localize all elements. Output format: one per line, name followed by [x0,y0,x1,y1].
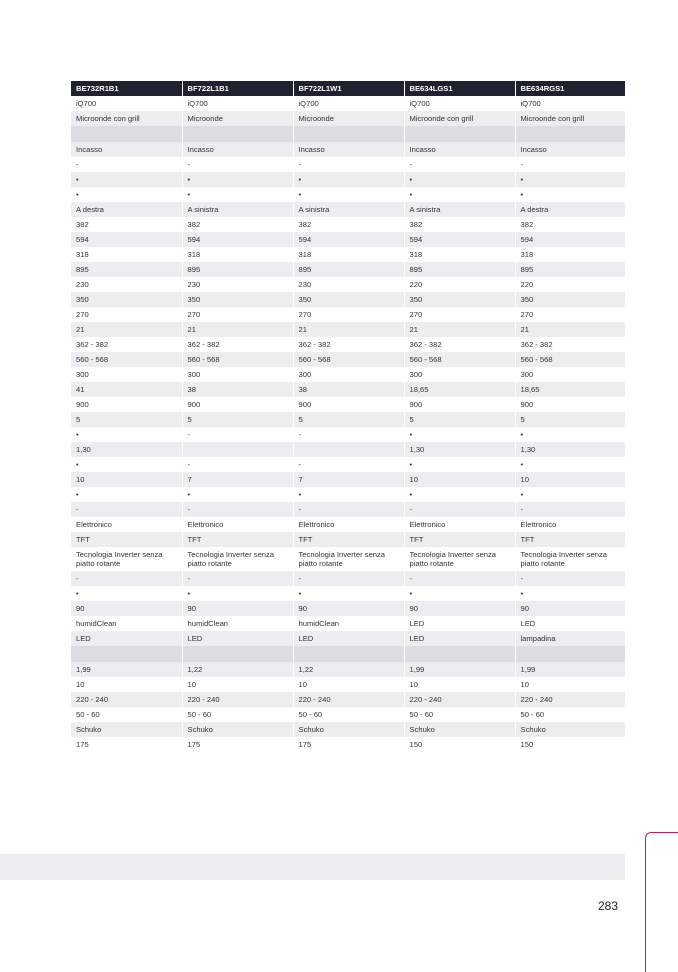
table-cell: TFT [293,532,404,547]
table-cell: 41 [71,382,182,397]
table-cell: 5 [515,412,625,427]
table-cell: 5 [404,412,515,427]
table-cell: - [515,157,625,172]
table-cell: 300 [404,367,515,382]
table-cell: 230 [182,277,293,292]
table-cell: 230 [71,277,182,292]
table-cell: • [404,487,515,502]
table-cell: • [293,586,404,601]
table-cell: 900 [515,397,625,412]
table-cell: Incasso [182,142,293,157]
table-cell: Microonde con grill [71,111,182,126]
table-cell: A sinistra [182,202,293,217]
table-cell: Incasso [71,142,182,157]
table-cell [293,646,404,662]
table-row [71,397,625,412]
table-row [71,707,625,722]
table-cell: humidClean [293,616,404,631]
model-header: BE634LGS1 [404,81,515,96]
table-cell [515,126,625,142]
table-cell: 318 [404,247,515,262]
table-cell: 560 - 568 [293,352,404,367]
table-cell: 21 [404,322,515,337]
table-cell: • [293,172,404,187]
table-cell: • [404,457,515,472]
table-cell: 38 [293,382,404,397]
table-cell: 10 [293,677,404,692]
table-cell: 300 [293,367,404,382]
table-cell: • [404,427,515,442]
model-header: BF722L1W1 [293,81,404,96]
table-cell: 270 [404,307,515,322]
table-cell: 382 [293,217,404,232]
table-cell: 5 [293,412,404,427]
table-cell: • [515,457,625,472]
table-cell: LED [293,631,404,646]
section-divider-row [71,646,625,662]
table-cell: humidClean [182,616,293,631]
table-cell: - [293,157,404,172]
spec-table [71,81,625,752]
table-row [71,616,625,631]
table-row [71,352,625,367]
table-cell: lampadina [515,631,625,646]
table-cell: 594 [182,232,293,247]
table-cell: • [71,187,182,202]
table-cell: 362 - 382 [182,337,293,352]
table-row [71,547,625,571]
table-cell [182,646,293,662]
table-cell: 350 [182,292,293,307]
table-cell: 382 [404,217,515,232]
table-cell: • [515,586,625,601]
table-cell: • [182,586,293,601]
table-cell: 10 [71,472,182,487]
table-cell [404,646,515,662]
table-cell: Microonde con grill [404,111,515,126]
table-cell: - [71,571,182,586]
table-cell: - [71,502,182,517]
table-cell: LED [404,616,515,631]
table-cell: - [182,157,293,172]
table-cell [515,646,625,662]
table-cell: Elettronico [515,517,625,532]
table-row [71,472,625,487]
table-cell: 300 [182,367,293,382]
table-cell: Microonde [182,111,293,126]
table-cell: - [293,457,404,472]
table-cell: 5 [71,412,182,427]
table-cell: Microonde [293,111,404,126]
table-cell: 900 [71,397,182,412]
table-cell: - [515,571,625,586]
table-cell: TFT [515,532,625,547]
table-row [71,307,625,322]
table-cell: • [293,187,404,202]
table-row [71,517,625,532]
table-cell: 895 [404,262,515,277]
footer-band [0,854,625,880]
table-row [71,601,625,616]
table-cell: 90 [293,601,404,616]
table-row [71,247,625,262]
table-cell: 895 [71,262,182,277]
table-cell: - [293,427,404,442]
table-cell: • [71,172,182,187]
model-header: BE634RGS1 [515,81,625,96]
table-cell: 21 [71,322,182,337]
table-cell [293,442,404,457]
table-cell: 895 [182,262,293,277]
table-cell: - [71,157,182,172]
table-cell: 50 - 60 [404,707,515,722]
table-cell: LED [71,631,182,646]
table-row [71,457,625,472]
table-cell: 175 [71,737,182,752]
table-cell: 50 - 60 [182,707,293,722]
table-cell: iQ700 [71,96,182,111]
table-row [71,487,625,502]
table-cell: 1,22 [182,662,293,677]
table-cell: • [404,586,515,601]
table-cell: 220 - 240 [71,692,182,707]
table-cell: 175 [182,737,293,752]
table-cell: LED [182,631,293,646]
table-cell: Incasso [404,142,515,157]
table-cell: 594 [71,232,182,247]
table-cell: Schuko [71,722,182,737]
table-cell: • [515,487,625,502]
table-cell: TFT [182,532,293,547]
table-cell: • [404,187,515,202]
table-cell: • [404,172,515,187]
table-cell: 220 - 240 [515,692,625,707]
table-row [71,202,625,217]
table-cell: A destra [515,202,625,217]
table-row [71,382,625,397]
table-cell: - [182,457,293,472]
table-cell: Elettronico [71,517,182,532]
table-cell: • [515,187,625,202]
table-cell [182,442,293,457]
table-cell: 150 [515,737,625,752]
model-header: BF722L1B1 [182,81,293,96]
table-cell: 90 [515,601,625,616]
table-row [71,232,625,247]
table-cell: TFT [404,532,515,547]
table-cell: - [404,502,515,517]
table-cell: 1,30 [515,442,625,457]
table-row [71,586,625,601]
table-row [71,157,625,172]
table-cell: - [404,571,515,586]
table-cell: Elettronico [293,517,404,532]
table-cell: 270 [71,307,182,322]
table-cell [293,126,404,142]
table-cell: A sinistra [404,202,515,217]
table-row [71,442,625,457]
table-cell: • [182,187,293,202]
table-cell: • [71,586,182,601]
table-cell: 382 [515,217,625,232]
table-cell: 50 - 60 [515,707,625,722]
table-cell: 18,65 [404,382,515,397]
corner-decoration [645,832,678,972]
table-cell: 350 [404,292,515,307]
table-cell: 220 [404,277,515,292]
table-cell: • [182,172,293,187]
table-cell: 18,65 [515,382,625,397]
table-cell: • [71,427,182,442]
table-cell: 382 [71,217,182,232]
table-row [71,532,625,547]
table-cell: 594 [293,232,404,247]
table-cell: 900 [404,397,515,412]
header-row [71,81,625,96]
table-cell: 362 - 382 [515,337,625,352]
model-header: BE732R1B1 [71,81,182,96]
table-cell: 560 - 568 [515,352,625,367]
table-cell: iQ700 [515,96,625,111]
table-row [71,662,625,677]
table-cell: 270 [515,307,625,322]
table-cell: 560 - 568 [71,352,182,367]
table-cell: 318 [71,247,182,262]
table-row [71,142,625,157]
table-row [71,292,625,307]
table-cell: 900 [182,397,293,412]
table-cell: 300 [71,367,182,382]
table-cell: 270 [293,307,404,322]
table-cell: 220 - 240 [293,692,404,707]
table-cell: - [182,571,293,586]
table-cell: 1,99 [515,662,625,677]
table-cell: 90 [182,601,293,616]
table-row [71,172,625,187]
table-cell: Tecnologia Inverter senza piatto rotante [182,547,293,571]
table-cell: • [182,487,293,502]
table-cell: Schuko [404,722,515,737]
table-cell: Microonde con grill [515,111,625,126]
table-cell: 318 [515,247,625,262]
table-cell: 50 - 60 [71,707,182,722]
table-cell: Tecnologia Inverter senza piatto rotante [404,547,515,571]
table-cell: 362 - 382 [71,337,182,352]
table-cell: 90 [71,601,182,616]
table-cell: 230 [293,277,404,292]
table-cell: 90 [404,601,515,616]
table-row [71,187,625,202]
table-cell: A destra [71,202,182,217]
table-cell: Tecnologia Inverter senza piatto rotante [293,547,404,571]
table-cell: humidClean [71,616,182,631]
table-cell: 10 [515,677,625,692]
table-cell [71,126,182,142]
table-cell: LED [404,631,515,646]
table-cell: Elettronico [404,517,515,532]
table-row [71,571,625,586]
table-cell: • [515,172,625,187]
table-cell: 10 [404,472,515,487]
table-cell: • [293,487,404,502]
table-cell: 900 [293,397,404,412]
table-row [71,412,625,427]
table-cell: 1,99 [404,662,515,677]
table-cell: 10 [404,677,515,692]
table-row [71,677,625,692]
table-cell: 1,30 [404,442,515,457]
page-number: 283 [598,899,619,913]
table-cell: 50 - 60 [293,707,404,722]
table-cell: 220 - 240 [182,692,293,707]
table-cell: 38 [182,382,293,397]
table-cell: 895 [293,262,404,277]
table-cell: 21 [515,322,625,337]
table-cell: 1,99 [71,662,182,677]
table-cell: 7 [182,472,293,487]
table-cell: 350 [515,292,625,307]
table-cell [182,126,293,142]
table-row [71,692,625,707]
table-cell: 10 [182,677,293,692]
table-cell: Elettronico [182,517,293,532]
section-divider-row [71,126,625,142]
spec-table-body [71,96,625,752]
table-row [71,262,625,277]
table-cell: iQ700 [404,96,515,111]
table-cell: 318 [182,247,293,262]
table-row [71,217,625,232]
table-cell: A sinistra [293,202,404,217]
table-row [71,427,625,442]
table-row [71,322,625,337]
table-cell: 5 [182,412,293,427]
table-row [71,111,625,126]
table-cell: Schuko [182,722,293,737]
table-cell: 594 [404,232,515,247]
table-cell: 560 - 568 [182,352,293,367]
table-row [71,631,625,646]
table-cell: Schuko [293,722,404,737]
table-row [71,337,625,352]
table-cell: 362 - 382 [293,337,404,352]
table-cell: 220 [515,277,625,292]
table-cell: 220 - 240 [404,692,515,707]
table-row [71,502,625,517]
table-row [71,96,625,111]
table-cell: • [71,457,182,472]
table-cell: iQ700 [182,96,293,111]
table-cell: • [515,427,625,442]
table-cell: - [182,502,293,517]
table-cell: 895 [515,262,625,277]
table-row [71,277,625,292]
table-cell: Schuko [515,722,625,737]
table-cell: 10 [71,677,182,692]
table-cell: 7 [293,472,404,487]
table-cell: iQ700 [293,96,404,111]
table-cell: 594 [515,232,625,247]
table-cell: - [404,157,515,172]
table-cell: - [515,502,625,517]
table-row [71,367,625,382]
table-cell: 1,22 [293,662,404,677]
table-cell: 560 - 568 [404,352,515,367]
table-cell: Incasso [515,142,625,157]
table-cell: 350 [293,292,404,307]
table-cell: 300 [515,367,625,382]
table-cell: 270 [182,307,293,322]
table-cell: 150 [404,737,515,752]
table-cell: 175 [293,737,404,752]
table-cell: TFT [71,532,182,547]
table-cell: - [293,502,404,517]
table-cell: 362 - 382 [404,337,515,352]
table-cell: Incasso [293,142,404,157]
table-cell: Tecnologia Inverter senza piatto rotante [71,547,182,571]
table-row [71,722,625,737]
table-cell: Tecnologia Inverter senza piatto rotante [515,547,625,571]
table-cell: 21 [293,322,404,337]
table-cell: 1,30 [71,442,182,457]
table-cell: - [182,427,293,442]
table-cell [404,126,515,142]
table-cell: • [71,487,182,502]
table-cell: LED [515,616,625,631]
table-cell: 21 [182,322,293,337]
table-cell [71,646,182,662]
table-cell: 350 [71,292,182,307]
table-cell: 10 [515,472,625,487]
table-cell: - [293,571,404,586]
table-cell: 318 [293,247,404,262]
table-cell: 382 [182,217,293,232]
table-row [71,737,625,752]
